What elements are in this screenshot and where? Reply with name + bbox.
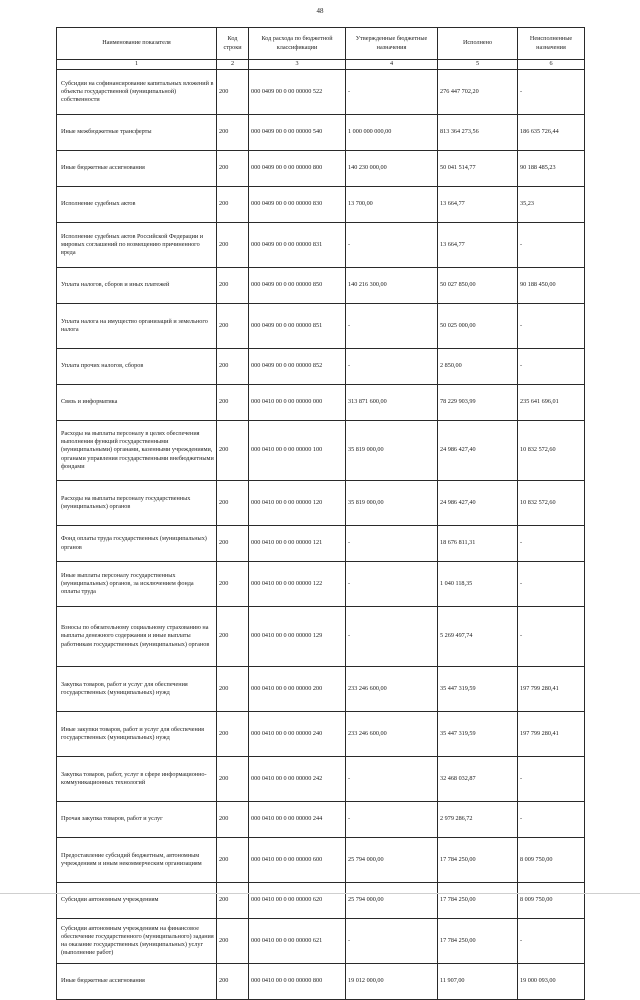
- row-unexecuted-amount: 235 641 696,01: [518, 385, 585, 421]
- row-approved-amount: 35 819 000,00: [346, 481, 438, 526]
- row-approved-amount: -: [346, 70, 438, 115]
- table-row: [57, 712, 585, 757]
- row-classification-code: 000 0410 00 0 00 00000 200: [249, 667, 346, 712]
- row-classification-code: 000 0410 00 0 00 00000 800: [249, 964, 346, 1000]
- row-name: Субсидии на софинансирование капитальных вложений в объекты государственной (муниципальной) собственности: [57, 70, 217, 115]
- table-row: [57, 883, 585, 919]
- row-line-code: 200: [217, 712, 249, 757]
- row-name: Закупка товаров, работ, услуг в сфере информационно-коммуникационных технологий: [57, 757, 217, 802]
- row-approved-amount: -: [346, 562, 438, 607]
- row-unexecuted-amount: 90 188 450,00: [518, 268, 585, 304]
- row-classification-code: 000 0410 00 0 00 00000 000: [249, 385, 346, 421]
- row-classification-code: 000 0409 00 0 00 00000 830: [249, 187, 346, 223]
- row-unexecuted-amount: -: [518, 304, 585, 349]
- table-row: [57, 838, 585, 883]
- row-classification-code: 000 0410 00 0 00 00000 621: [249, 919, 346, 964]
- row-name: Субсидии автономным учреждениям на финансовое обеспечение государственного (муниципального) задания на оказание государственных (муниципальных) услуг (выполнение работ): [57, 919, 217, 964]
- row-executed-amount: 11 907,00: [438, 964, 518, 1000]
- row-approved-amount: 140 216 300,00: [346, 268, 438, 304]
- row-approved-amount: 19 012 000,00: [346, 964, 438, 1000]
- row-line-code: 200: [217, 757, 249, 802]
- row-classification-code: 000 0410 00 0 00 00000 120: [249, 481, 346, 526]
- table-header: [57, 28, 585, 70]
- row-executed-amount: 50 041 514,77: [438, 151, 518, 187]
- row-classification-code: 000 0410 00 0 00 00000 240: [249, 712, 346, 757]
- row-line-code: 200: [217, 70, 249, 115]
- row-unexecuted-amount: -: [518, 526, 585, 562]
- row-line-code: 200: [217, 421, 249, 481]
- table-row: [57, 268, 585, 304]
- row-name: Предоставление субсидий бюджетным, автономным учреждениям и иным некоммерческим организациям: [57, 838, 217, 883]
- row-classification-code: 000 0409 00 0 00 00000 522: [249, 70, 346, 115]
- row-unexecuted-amount: -: [518, 757, 585, 802]
- row-executed-amount: 17 784 250,00: [438, 883, 518, 919]
- row-name: Уплата налогов, сборов и иных платежей: [57, 268, 217, 304]
- row-executed-amount: 5 269 497,74: [438, 607, 518, 667]
- row-classification-code: 000 0410 00 0 00 00000 121: [249, 526, 346, 562]
- row-executed-amount: 18 676 811,31: [438, 526, 518, 562]
- table-row: [57, 187, 585, 223]
- row-approved-amount: 35 819 000,00: [346, 421, 438, 481]
- row-approved-amount: 1 000 000 000,00: [346, 115, 438, 151]
- table-row: [57, 562, 585, 607]
- row-name: Иные бюджетные ассигнования: [57, 964, 217, 1000]
- row-line-code: 200: [217, 304, 249, 349]
- row-unexecuted-amount: 19 000 093,00: [518, 964, 585, 1000]
- row-approved-amount: 233 246 600,00: [346, 712, 438, 757]
- column-number: 1: [57, 60, 217, 70]
- row-line-code: 200: [217, 481, 249, 526]
- table-row: [57, 526, 585, 562]
- row-approved-amount: -: [346, 349, 438, 385]
- table-row: [57, 919, 585, 964]
- row-unexecuted-amount: -: [518, 607, 585, 667]
- row-classification-code: 000 0410 00 0 00 00000 244: [249, 802, 346, 838]
- column-number: 5: [438, 60, 518, 70]
- row-classification-code: 000 0410 00 0 00 00000 620: [249, 883, 346, 919]
- row-unexecuted-amount: -: [518, 349, 585, 385]
- row-executed-amount: 50 025 000,00: [438, 304, 518, 349]
- row-executed-amount: 24 986 427,40: [438, 481, 518, 526]
- column-number: 2: [217, 60, 249, 70]
- row-name: Связь и информатика: [57, 385, 217, 421]
- budget-execution-table: [56, 27, 585, 1000]
- row-name: Расходы на выплаты персоналу в целях обеспечения выполнения функций государственными (муниципальными) органами, казенными учреждениями, органами управления государственными внебюджетными фондами: [57, 421, 217, 481]
- row-line-code: 200: [217, 151, 249, 187]
- table-row: [57, 667, 585, 712]
- table-row: [57, 757, 585, 802]
- row-line-code: 200: [217, 919, 249, 964]
- row-classification-code: 000 0410 00 0 00 00000 100: [249, 421, 346, 481]
- row-unexecuted-amount: 197 799 280,41: [518, 667, 585, 712]
- table-row: [57, 802, 585, 838]
- row-executed-amount: 32 468 032,87: [438, 757, 518, 802]
- row-approved-amount: 313 871 600,00: [346, 385, 438, 421]
- row-name: Иные выплаты персоналу государственных (муниципальных) органов, за исключением фонда оплаты труда: [57, 562, 217, 607]
- table-row: [57, 421, 585, 481]
- row-executed-amount: 50 027 850,00: [438, 268, 518, 304]
- row-name: Взносы по обязательному социальному страхованию на выплаты денежного содержания и иные выплаты работникам государственных (муниципальных) органов: [57, 607, 217, 667]
- row-line-code: 200: [217, 349, 249, 385]
- row-unexecuted-amount: 10 832 572,60: [518, 481, 585, 526]
- row-executed-amount: 35 447 319,59: [438, 667, 518, 712]
- row-unexecuted-amount: 8 009 750,00: [518, 838, 585, 883]
- row-unexecuted-amount: -: [518, 802, 585, 838]
- row-line-code: 200: [217, 883, 249, 919]
- row-executed-amount: 2 850,00: [438, 349, 518, 385]
- row-name: Иные межбюджетные трансферты: [57, 115, 217, 151]
- row-line-code: 200: [217, 526, 249, 562]
- row-unexecuted-amount: 197 799 280,41: [518, 712, 585, 757]
- row-unexecuted-amount: 35,23: [518, 187, 585, 223]
- row-unexecuted-amount: 8 009 750,00: [518, 883, 585, 919]
- row-classification-code: 000 0409 00 0 00 00000 851: [249, 304, 346, 349]
- row-line-code: 200: [217, 607, 249, 667]
- row-name: Уплата прочих налогов, сборов: [57, 349, 217, 385]
- header-line-code: Код строки: [217, 28, 249, 60]
- column-number-row: [57, 60, 585, 70]
- row-executed-amount: 13 664,77: [438, 223, 518, 268]
- header-indicator-name: Наименование показателя: [57, 28, 217, 60]
- row-approved-amount: 25 794 000,00: [346, 883, 438, 919]
- row-line-code: 200: [217, 187, 249, 223]
- row-line-code: 200: [217, 385, 249, 421]
- row-approved-amount: -: [346, 919, 438, 964]
- row-line-code: 200: [217, 562, 249, 607]
- row-line-code: 200: [217, 667, 249, 712]
- row-name: Расходы на выплаты персоналу государственных (муниципальных) органов: [57, 481, 217, 526]
- table-row: [57, 349, 585, 385]
- row-line-code: 200: [217, 223, 249, 268]
- row-approved-amount: -: [346, 607, 438, 667]
- row-approved-amount: 233 246 600,00: [346, 667, 438, 712]
- table-row: [57, 304, 585, 349]
- row-executed-amount: 1 040 118,35: [438, 562, 518, 607]
- column-number: 6: [518, 60, 585, 70]
- row-approved-amount: -: [346, 802, 438, 838]
- row-approved-amount: 140 230 000,00: [346, 151, 438, 187]
- row-unexecuted-amount: -: [518, 70, 585, 115]
- row-classification-code: 000 0409 00 0 00 00000 850: [249, 268, 346, 304]
- row-name: Фонд оплаты труда государственных (муниципальных) органов: [57, 526, 217, 562]
- page-number: 48: [316, 7, 324, 15]
- row-classification-code: 000 0410 00 0 00 00000 122: [249, 562, 346, 607]
- row-name: Исполнение судебных актов: [57, 187, 217, 223]
- column-number: 4: [346, 60, 438, 70]
- row-name: Субсидии автономным учреждениям: [57, 883, 217, 919]
- row-line-code: 200: [217, 115, 249, 151]
- row-name: Прочая закупка товаров, работ и услуг: [57, 802, 217, 838]
- table-body: [57, 70, 585, 1000]
- header-executed: Исполнено: [438, 28, 518, 60]
- row-line-code: 200: [217, 838, 249, 883]
- header-row: [57, 28, 585, 60]
- row-executed-amount: 276 447 702,20: [438, 70, 518, 115]
- row-executed-amount: 2 979 286,72: [438, 802, 518, 838]
- table-row: [57, 70, 585, 115]
- row-approved-amount: 25 794 000,00: [346, 838, 438, 883]
- table-row: [57, 223, 585, 268]
- row-executed-amount: 78 229 903,99: [438, 385, 518, 421]
- row-approved-amount: -: [346, 526, 438, 562]
- column-number: 3: [249, 60, 346, 70]
- row-unexecuted-amount: 90 188 485,23: [518, 151, 585, 187]
- row-approved-amount: -: [346, 757, 438, 802]
- table-row: [57, 385, 585, 421]
- row-classification-code: 000 0409 00 0 00 00000 800: [249, 151, 346, 187]
- row-unexecuted-amount: -: [518, 919, 585, 964]
- row-line-code: 200: [217, 268, 249, 304]
- row-name: Исполнение судебных актов Российской Федерации и мировых соглашений по возмещению причиненного вреда: [57, 223, 217, 268]
- row-approved-amount: -: [346, 223, 438, 268]
- row-approved-amount: 13 700,00: [346, 187, 438, 223]
- row-unexecuted-amount: 186 635 726,44: [518, 115, 585, 151]
- header-classification-code: Код расхода по бюджетной классификации: [249, 28, 346, 60]
- row-unexecuted-amount: -: [518, 562, 585, 607]
- row-name: Иные закупки товаров, работ и услуг для обеспечения государственных (муниципальных) нужд: [57, 712, 217, 757]
- row-unexecuted-amount: 10 832 572,60: [518, 421, 585, 481]
- table-row: [57, 964, 585, 1000]
- row-line-code: 200: [217, 802, 249, 838]
- row-line-code: 200: [217, 964, 249, 1000]
- table-row: [57, 115, 585, 151]
- row-classification-code: 000 0409 00 0 00 00000 852: [249, 349, 346, 385]
- row-executed-amount: 17 784 250,00: [438, 919, 518, 964]
- header-approved: Утвержденные бюджетные назначения: [346, 28, 438, 60]
- row-name: Иные бюджетные ассигнования: [57, 151, 217, 187]
- page-divider: [0, 893, 640, 894]
- table-row: [57, 481, 585, 526]
- row-classification-code: 000 0410 00 0 00 00000 129: [249, 607, 346, 667]
- row-unexecuted-amount: -: [518, 223, 585, 268]
- row-approved-amount: -: [346, 304, 438, 349]
- row-executed-amount: 17 784 250,00: [438, 838, 518, 883]
- row-classification-code: 000 0410 00 0 00 00000 600: [249, 838, 346, 883]
- row-executed-amount: 35 447 319,59: [438, 712, 518, 757]
- row-name: Закупка товаров, работ и услуг для обеспечения государственных (муниципальных) нужд: [57, 667, 217, 712]
- row-executed-amount: 13 664,77: [438, 187, 518, 223]
- row-executed-amount: 24 986 427,40: [438, 421, 518, 481]
- table-row: [57, 607, 585, 667]
- row-classification-code: 000 0409 00 0 00 00000 540: [249, 115, 346, 151]
- row-classification-code: 000 0410 00 0 00 00000 242: [249, 757, 346, 802]
- table-row: [57, 151, 585, 187]
- row-classification-code: 000 0409 00 0 00 00000 831: [249, 223, 346, 268]
- row-name: Уплата налога на имущество организаций и земельного налога: [57, 304, 217, 349]
- header-unexecuted: Неисполненные назначения: [518, 28, 585, 60]
- row-executed-amount: 813 364 273,56: [438, 115, 518, 151]
